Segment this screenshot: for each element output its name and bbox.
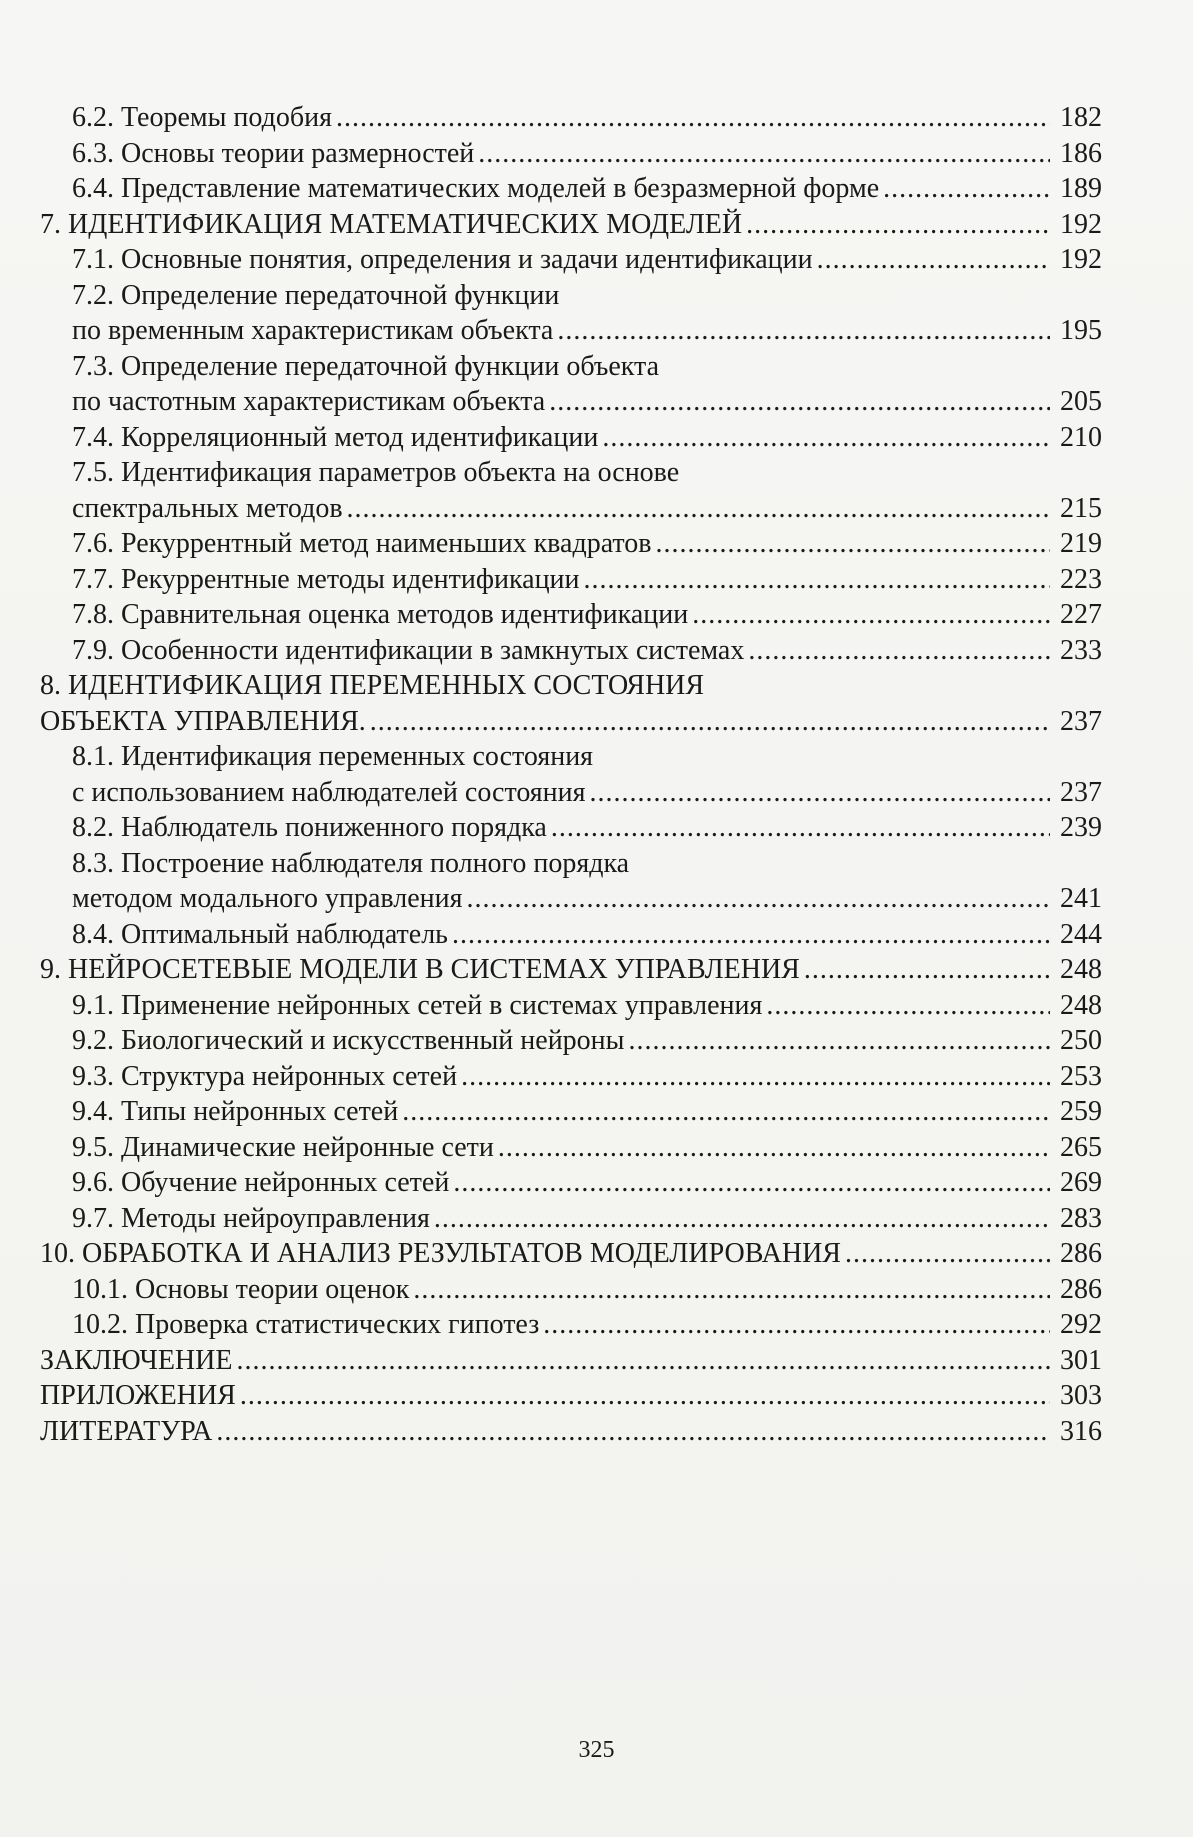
toc-entry <box>40 668 1102 739</box>
toc-entry-page: 286 <box>1060 1238 1102 1269</box>
toc-entry-page: 250 <box>1060 1025 1102 1056</box>
toc-entry-title: 9.2. Биологический и искусственный нейроны <box>72 1025 625 1056</box>
dot-leader <box>236 1343 1050 1379</box>
toc-entry-title: 9.1. Применение нейронных сетей в системах управления <box>72 989 763 1021</box>
toc-entry <box>40 988 1102 1024</box>
toc-entry-title: 7. ИДЕНТИФИКАЦИЯ МАТЕМАТИЧЕСКИХ МОДЕЛЕЙ <box>40 208 743 240</box>
toc-entry-page: 239 <box>1060 812 1102 843</box>
toc-entry <box>40 1130 1102 1166</box>
dot-leader <box>452 917 1050 953</box>
toc-entry-page: 227 <box>1060 599 1102 630</box>
toc-entry-page: 192 <box>1060 244 1102 275</box>
toc-entry <box>40 207 1102 243</box>
toc-entry-page: 301 <box>1060 1344 1102 1376</box>
toc-entry-title: ЛИТЕРАТУРА <box>40 1415 213 1447</box>
toc-entry <box>40 952 1102 988</box>
dot-leader <box>370 704 1050 740</box>
toc-entry-title: 7.7. Рекуррентные методы идентификации <box>72 563 580 595</box>
toc-entry <box>40 739 1102 810</box>
toc-entry-page: 182 <box>1060 102 1102 133</box>
toc-entry-title-first-line: 8. ИДЕНТИФИКАЦИЯ ПЕРЕМЕННЫХ СОСТОЯНИЯ <box>40 670 705 701</box>
toc-entry-page: 219 <box>1060 528 1102 559</box>
toc-entry <box>40 420 1102 456</box>
toc-entry-title: спектральных методов <box>72 492 343 524</box>
dot-leader <box>883 171 1050 207</box>
toc-entry-title: 9.5. Динамические нейронные сети <box>72 1131 494 1163</box>
dot-leader <box>551 810 1050 846</box>
dot-leader <box>402 1094 1050 1130</box>
toc-entry-title: 7.9. Особенности идентификации в замкнутых системах <box>72 634 745 666</box>
toc-entry-title: по временным характеристикам объекта <box>72 315 554 346</box>
toc-entry <box>40 455 1102 526</box>
dot-leader <box>817 242 1050 278</box>
dot-leader <box>748 633 1050 669</box>
toc-entry <box>40 1023 1102 1059</box>
toc-entry-page: 189 <box>1060 173 1102 204</box>
toc-entry <box>40 810 1102 846</box>
toc-entry-title: 10. ОБРАБОТКА И АНАЛИЗ РЕЗУЛЬТАТОВ МОДЕЛИРОВАНИЯ <box>40 1238 841 1269</box>
toc-entry-title: ОБЪЕКТА УПРАВЛЕНИЯ. <box>40 705 366 737</box>
dot-leader <box>746 207 1050 243</box>
dot-leader <box>347 491 1050 527</box>
toc-entry <box>40 562 1102 598</box>
toc-entry-page: 292 <box>1060 1309 1102 1340</box>
toc-entry <box>40 846 1102 917</box>
toc-entry <box>40 278 1102 349</box>
dot-leader <box>628 1023 1050 1059</box>
dot-leader <box>413 1272 1050 1308</box>
page-number: 325 <box>578 1737 615 1763</box>
dot-leader <box>434 1201 1050 1237</box>
toc-entry-page: 210 <box>1060 421 1102 453</box>
toc-entry <box>40 349 1102 420</box>
toc-entry <box>40 1201 1102 1237</box>
toc-entry-title: 7.8. Сравнительная оценка методов идентификации <box>72 599 689 630</box>
toc-entry <box>40 1378 1102 1414</box>
toc-entry-title-first-line: 7.2. Определение передаточной функции <box>72 279 560 311</box>
toc-entry-page: 286 <box>1060 1273 1102 1305</box>
toc-entry-title: 8.4. Оптимальный наблюдатель <box>72 918 448 950</box>
toc-entry-title: ЗАКЛЮЧЕНИЕ <box>40 1344 233 1376</box>
toc-entry <box>40 526 1102 562</box>
dot-leader <box>498 1130 1050 1166</box>
toc-entry-page: 233 <box>1060 634 1102 666</box>
dot-leader <box>557 313 1050 349</box>
toc-entry-title: методом модального управления <box>72 883 463 914</box>
toc-entry <box>40 1094 1102 1130</box>
toc-entry-title-first-line: 7.3. Определение передаточной функции объекта <box>72 350 660 382</box>
toc-entry-page: 186 <box>1060 137 1102 169</box>
toc-entry-title-first-line: 8.1. Идентификация переменных состояния <box>72 741 594 772</box>
toc-entry-page: 237 <box>1060 776 1102 808</box>
dot-leader <box>467 881 1051 917</box>
dot-leader <box>549 384 1050 420</box>
toc-entry <box>40 1414 1102 1450</box>
toc-entry <box>40 597 1102 633</box>
toc-entry-page: 244 <box>1060 918 1102 950</box>
toc-entry <box>40 1343 1102 1379</box>
toc-entry <box>40 242 1102 278</box>
dot-leader <box>478 136 1050 172</box>
toc-entry-title: 9. НЕЙРОСЕТЕВЫЕ МОДЕЛИ В СИСТЕМАХ УПРАВЛЕНИЯ <box>40 954 800 985</box>
toc-entry-page: 259 <box>1060 1096 1102 1127</box>
toc-entry <box>40 917 1102 953</box>
dot-leader <box>602 420 1050 456</box>
toc-entry-title: 9.6. Обучение нейронных сетей <box>72 1167 450 1198</box>
toc-entry-title: 7.6. Рекуррентный метод наименьших квадратов <box>72 528 652 559</box>
toc-entry-title: с использованием наблюдателей состояния <box>72 776 586 808</box>
table-of-contents <box>40 100 1102 1449</box>
toc-entry-page: 269 <box>1060 1167 1102 1198</box>
toc-entry-title: ПРИЛОЖЕНИЯ <box>40 1380 236 1411</box>
dot-leader <box>845 1236 1050 1272</box>
toc-entry-page: 253 <box>1060 1060 1102 1092</box>
dot-leader <box>453 1165 1050 1201</box>
toc-entry-page: 283 <box>1060 1202 1102 1234</box>
toc-entry-title: 7.4. Корреляционный метод идентификации <box>72 421 599 453</box>
toc-entry-page: 205 <box>1060 386 1102 417</box>
toc-entry-title: 7.1. Основные понятия, определения и задачи идентификации <box>72 244 813 275</box>
toc-entry <box>40 1236 1102 1272</box>
toc-entry-title: 9.7. Методы нейроуправления <box>72 1202 430 1234</box>
toc-entry-title: по частотным характеристикам объекта <box>72 386 546 417</box>
toc-entry-page: 316 <box>1060 1415 1102 1447</box>
toc-entry <box>40 633 1102 669</box>
toc-entry-title: 6.2. Теоремы подобия <box>72 102 332 133</box>
toc-entry-page: 241 <box>1060 883 1102 914</box>
toc-entry-page: 215 <box>1060 492 1102 524</box>
toc-entry-page: 223 <box>1060 563 1102 595</box>
toc-entry <box>40 1307 1102 1343</box>
toc-entry <box>40 171 1102 207</box>
toc-entry-title-first-line: 7.5. Идентификация параметров объекта на основе <box>72 457 680 488</box>
dot-leader <box>584 562 1050 598</box>
dot-leader <box>590 775 1050 811</box>
dot-leader <box>461 1059 1050 1095</box>
toc-entry-title: 6.3. Основы теории размерностей <box>72 137 475 169</box>
dot-leader <box>240 1378 1050 1414</box>
toc-entry-title: 9.4. Типы нейронных сетей <box>72 1096 399 1127</box>
dot-leader <box>216 1414 1050 1450</box>
dot-leader <box>336 100 1050 136</box>
toc-entry <box>40 1272 1102 1308</box>
toc-entry-page: 192 <box>1060 208 1102 240</box>
toc-entry-title: 9.3. Структура нейронных сетей <box>72 1060 458 1092</box>
dot-leader <box>692 597 1050 633</box>
dot-leader <box>543 1307 1050 1343</box>
toc-entry-page: 248 <box>1060 954 1102 985</box>
toc-entry <box>40 136 1102 172</box>
toc-entry <box>40 1059 1102 1095</box>
toc-entry-title: 10.2. Проверка статистических гипотез <box>72 1309 540 1340</box>
dot-leader <box>766 988 1050 1024</box>
toc-entry-page: 195 <box>1060 315 1102 346</box>
toc-entry-title: 6.4. Представление математических моделей в безразмерной форме <box>72 173 880 204</box>
toc-entry-page: 248 <box>1060 989 1102 1021</box>
toc-entry-page: 265 <box>1060 1131 1102 1163</box>
toc-entry <box>40 1165 1102 1201</box>
toc-entry-page: 303 <box>1060 1380 1102 1411</box>
dot-leader <box>655 526 1050 562</box>
toc-entry-title: 10.1. Основы теории оценок <box>72 1273 410 1305</box>
toc-entry <box>40 100 1102 136</box>
toc-entry-title: 8.2. Наблюдатель пониженного порядка <box>72 812 547 843</box>
toc-entry-page: 237 <box>1060 705 1102 737</box>
dot-leader <box>804 952 1050 988</box>
toc-entry-title-first-line: 8.3. Построение наблюдателя полного порядка <box>72 847 630 879</box>
